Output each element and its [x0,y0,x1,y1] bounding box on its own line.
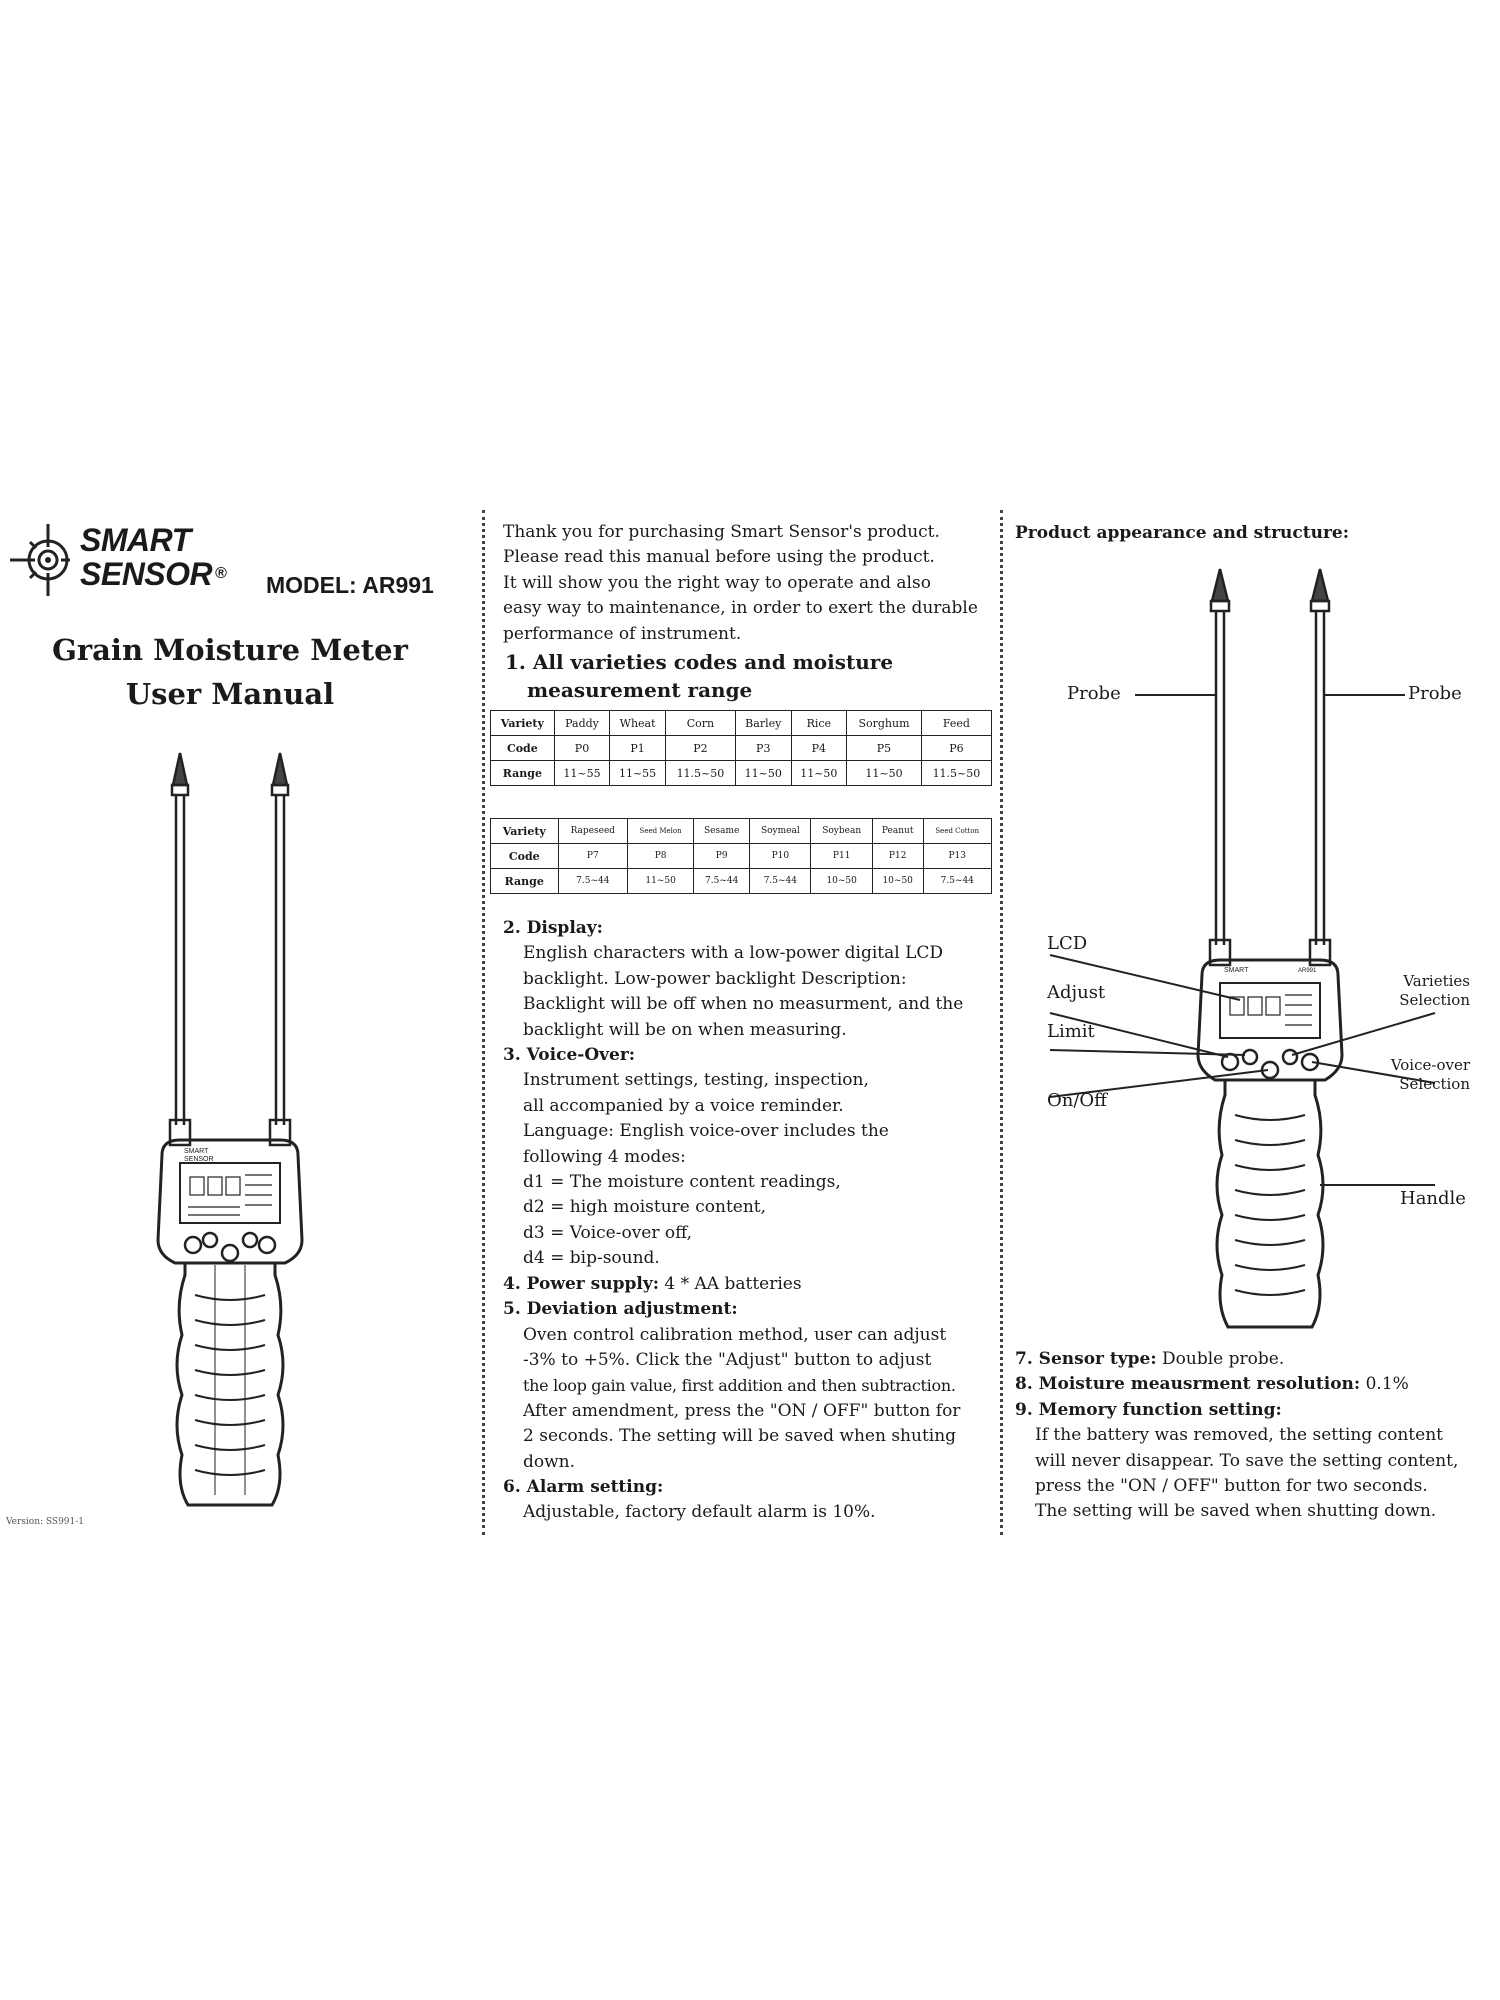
section2-line: English characters with a low-power digital LCD [523,943,944,964]
intro-line: Thank you for purchasing Smart Sensor's product. [503,522,940,542]
table-cell: 11.5~50 [665,761,735,786]
section8-heading: 8. Moisture meausrment resolution: [1015,1374,1361,1395]
table-cell: P9 [694,844,750,869]
section9-line: The setting will be saved when shutting down. [1035,1501,1437,1522]
crosshair-logo-icon [8,522,88,598]
brand-logo [8,518,243,598]
table-cell: P10 [750,844,811,869]
device-illustration [140,745,330,1515]
intro-line: It will show you the right way to operate and also [503,572,931,593]
section5-body [503,1323,993,1475]
label-voice-line2: Selection [1399,1075,1470,1093]
section9-body [1015,1423,1495,1525]
table-cell: P4 [791,736,847,761]
section7-heading: 7. Sensor type: [1015,1349,1157,1369]
table-cell: Seed Cotton [923,819,992,844]
table-cell: Range [491,869,559,894]
section5-line: -3% to +5%. Click the "Adjust" button to adjust [523,1349,932,1370]
table-cell: Variety [491,819,559,844]
table-cell: Rapeseed [558,819,628,844]
table-cell: 7.5~44 [694,869,750,894]
table-cell: Feed [921,711,991,736]
section5-line: After amendment, press the "ON / OFF" button for [523,1400,961,1421]
table-row [491,844,992,869]
table-cell: Sesame [694,819,750,844]
section5-line: down. [523,1451,576,1472]
table-cell: P6 [921,736,991,761]
section7-value: Double probe. [1162,1349,1285,1369]
varieties-table-1 [490,710,992,786]
section2-line: backlight will be on when measuring. [523,1019,847,1040]
section3-line: d4 = bip-sound. [523,1248,660,1269]
intro-text [503,520,993,647]
title-line1: Grain Moisture Meter [52,633,408,667]
section4-value: 4 * AA batteries [664,1273,802,1294]
section3-line: all accompanied by a voice reminder. [523,1095,844,1116]
table-cell: 11~50 [791,761,847,786]
section1-line1: 1. All varieties codes and moisture [505,650,894,674]
brand-line2: SENSOR [80,556,213,592]
label-adjust: Adjust [1047,982,1106,1003]
table-cell: P3 [735,736,791,761]
registered-mark: ® [215,565,227,582]
model-number: MODEL: AR991 [266,572,434,598]
table-cell: Soybean [811,819,872,844]
sections-7-9 [1015,1347,1495,1525]
table-cell: P13 [923,844,992,869]
table-cell: P0 [554,736,610,761]
table-cell: 11~50 [628,869,694,894]
table-cell: 7.5~44 [750,869,811,894]
table-cell: Sorghum [847,711,922,736]
diagram-screen-brand: SMART [1224,967,1249,974]
column-divider-left [482,510,485,1535]
varieties-table-2 [490,818,992,894]
table-cell: Variety [491,711,555,736]
label-onoff: On/Off [1047,1090,1107,1111]
device-screen-brand: SMART [184,1148,209,1155]
table-cell: 11~55 [554,761,610,786]
table-cell: 11.5~50 [921,761,991,786]
table-cell: Peanut [872,819,923,844]
section4-heading: 4. Power supply: [503,1273,659,1294]
table-cell: 10~50 [872,869,923,894]
label-varieties-line2: Selection [1399,991,1470,1009]
table-cell: P7 [558,844,628,869]
section6-line: Adjustable, factory default alarm is 10%. [523,1502,876,1523]
section6-heading: 6. Alarm setting: [503,1476,664,1497]
section9-line: If the battery was removed, the setting content [1035,1425,1443,1446]
section3-body [503,1068,993,1271]
table-cell: Seed Melon [628,819,694,844]
section7 [1015,1347,1495,1372]
label-varieties-line1: Varieties [1403,972,1470,990]
intro-line: performance of instrument. [503,623,742,644]
table-cell: 10~50 [811,869,872,894]
section3-line: Instrument settings, testing, inspection, [523,1070,869,1091]
section2-body [503,941,993,1043]
intro-line: easy way to maintenance, in order to exert the durable [503,598,978,619]
table-cell: 11~50 [735,761,791,786]
label-limit: Limit [1047,1021,1095,1042]
section3-line: d1 = The moisture content readings, [523,1172,841,1193]
table-row [491,761,992,786]
section5-line: Oven control calibration method, user can adjust [523,1324,947,1345]
section2-heading: 2. Display: [503,918,603,938]
section9-line: will never disappear. To save the setting content, [1035,1450,1459,1471]
table-row [491,869,992,894]
table-cell: Barley [735,711,791,736]
section2-line: backlight. Low-power backlight Description: [523,968,907,989]
section5-line: the loop gain value, first addition and then subtraction. [523,1376,956,1396]
label-probe-right: Probe [1408,683,1462,704]
title-line2: User Manual [125,677,335,711]
table-row [491,819,992,844]
sections-2-6 [503,916,993,1526]
section9-line: press the "ON / OFF" button for two seconds. [1035,1476,1428,1497]
table-cell: Rice [791,711,847,736]
table-cell: 11~55 [610,761,666,786]
table-cell: 11~50 [847,761,922,786]
table-cell: P11 [811,844,872,869]
table-cell: 7.5~44 [558,869,628,894]
table-cell: Code [491,844,559,869]
section3-line: d3 = Voice-over off, [523,1222,693,1243]
intro-line: Please read this manual before using the product. [503,547,935,568]
table-row [491,711,992,736]
section5-line: 2 seconds. The setting will be saved when shuting [523,1426,957,1447]
table-cell: Soymeal [750,819,811,844]
section9-heading: 9. Memory function setting: [1015,1399,1282,1420]
section3-heading: 3. Voice-Over: [503,1045,636,1066]
device-screen-brand2: SENSOR [184,1156,214,1163]
table-cell: P1 [610,736,666,761]
table-cell: Paddy [554,711,610,736]
label-varieties-selection [1370,972,1470,1010]
label-voice-line1: Voice-over [1390,1056,1470,1074]
section3-line: d2 = high moisture content, [523,1197,767,1218]
table-cell: P12 [872,844,923,869]
table-cell: Wheat [610,711,666,736]
section3-line: Language: English voice-over includes the [523,1121,889,1142]
section3-line: following 4 modes: [523,1146,686,1167]
section6-body [503,1500,993,1525]
table-cell: P2 [665,736,735,761]
section8 [1015,1372,1495,1397]
column-divider-right [1000,510,1003,1535]
label-probe-left: Probe [1067,683,1121,704]
table-cell: Corn [665,711,735,736]
table-cell: 7.5~44 [923,869,992,894]
table-cell: Range [491,761,555,786]
brand-line1: SMART [80,522,191,558]
section1-line2: measurement range [527,678,753,702]
section1-heading [505,648,893,704]
label-voice-over-selection [1360,1056,1470,1094]
product-title: Product appearance and structure: [1015,523,1350,543]
section8-value: 0.1% [1365,1374,1409,1395]
table-cell: Code [491,736,555,761]
table-cell: P5 [847,736,922,761]
section4 [503,1272,993,1297]
product-structure-diagram [1040,565,1480,1335]
table-cell: P8 [628,844,694,869]
version-label: Version: SS991-1 [6,1517,85,1527]
diagram-screen-model: AR991 [1298,968,1317,974]
label-lcd: LCD [1047,933,1088,954]
label-handle: Handle [1400,1188,1466,1209]
manual-title [30,628,430,716]
table-row [491,736,992,761]
section2-line: Backlight will be off when no measurment, and the [523,994,964,1015]
section5-heading: 5. Deviation adjustment: [503,1299,738,1320]
